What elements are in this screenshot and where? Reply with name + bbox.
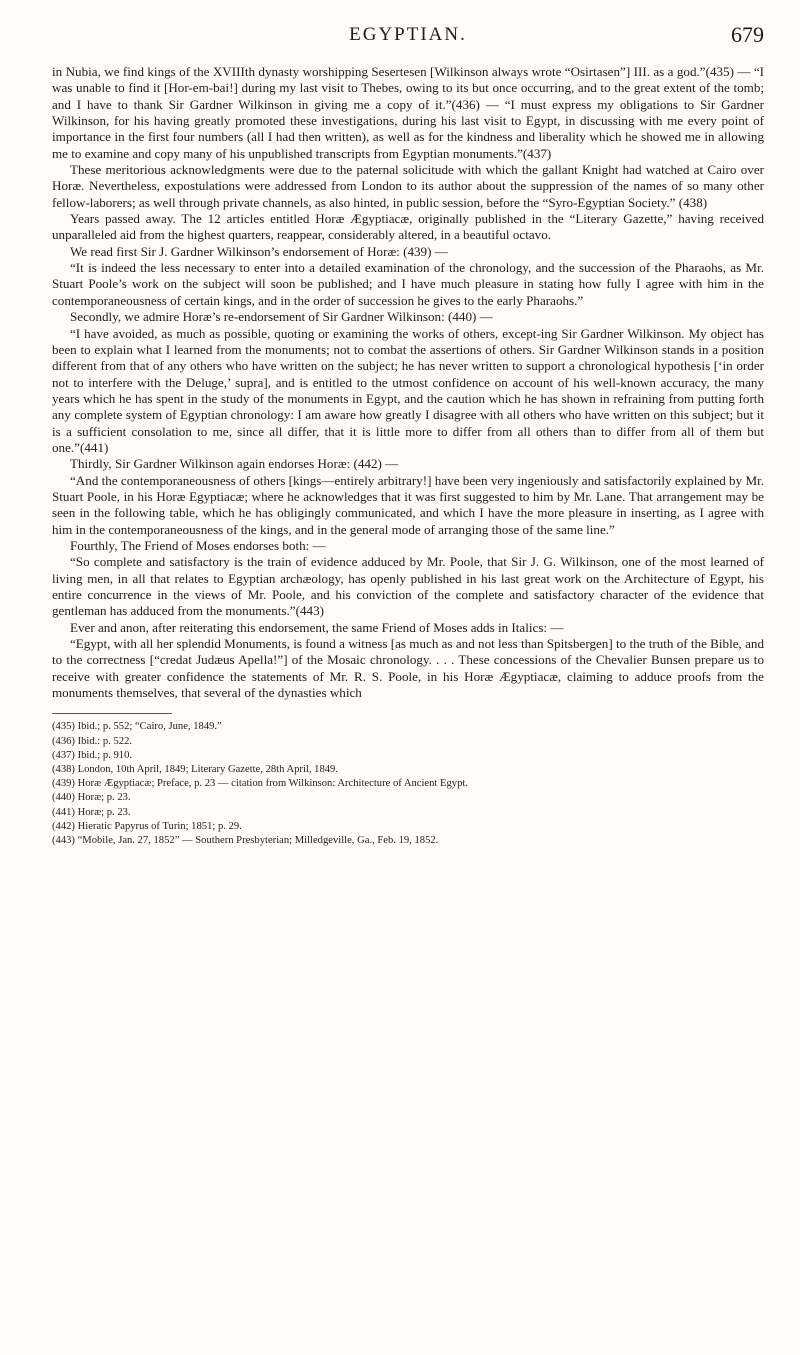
paragraph: Ever and anon, after reiterating this endorsement, the same Friend of Moses adds in Italics: — [70,619,564,635]
footnote: (443) “Mobile, Jan. 27, 1852” — Southern Presbyterian; Milledgeville, Ga., Feb. 19, 1852. [52,835,439,847]
paragraph: We read first Sir J. Gardner Wilkinson’s endorsement of Horæ: (439) — [70,243,448,259]
paragraph: Fourthly, The Friend of Moses endorses both: — [70,537,326,553]
footnote: (441) Horæ; p. 23. [52,806,131,818]
paragraph: Years passed away. The 12 articles entitled Horæ Ægyptiacæ, originally published in the “Literary Gazette,” having received unparalleled aid from the highest quarters, reappear, considerably altered, in a beautiful octavo. [52,211,764,243]
footnote: (436) Ibid.: p. 522. [52,735,133,747]
block-quote: “I have avoided, as much as possible, quoting or examining the works of others, except-ing Sir Gardner Wilkinson. My object has been to explain what I learned from the monuments; not to combat the assertions of others. Sir Gardner Wilkinson stands in a position different from that of any others who have written on the subject; he has never written to support a chronological hypothesis [‘in order not to interfere with the Deluge,’ supra], and is entitled to the utmost confidence on account of his well-known accuracy, the many years which he has spent in the study of the monuments in Egypt, and the caution which he has shown in refraining from putting forth any complete system of Egyptian chronology: I am aware how greatly I disagree with all others who have written on this subject; but it is a sufficient consolation to me, since all differ, that it is little more to differ from all others than to differ from all of them but one.”(441) [52,325,764,455]
block-quote: “So complete and satisfactory is the train of evidence adduced by Mr. Poole, that Sir J. G. Wilkinson, one of the most learned of living men, in all that relates to Egyptian archæology, has openly published in his last great work on the Architecture of Egypt, his entire concurrence in the views of Mr. Poole, and his conviction of the complete and satisfactory character of the evidence that gentleman has adduced from the monuments.”(443) [52,554,764,619]
paragraph: Thirdly, Sir Gardner Wilkinson again endorses Horæ: (442) — [70,456,399,472]
footnote: (437) Ibid.; p. 910. [52,749,133,761]
page-number: 679 [731,22,764,47]
block-quote: “And the contemporaneousness of others [kings—entirely arbitrary!] have been very ingeniously and satisfactorily explained by Mr. Stuart Poole, in his Horæ Egyptiacæ; where he acknowledges that it was first suggested to him by Mr. Lane. That arrangement may be seen in the following table, which he has obligingly communicated, and which I have the more pleasure in inserting, as I agree with him in the contemporaneousness of the kings, and in the general mode of arranging those of the same line.” [52,472,764,537]
running-title: EGYPTIAN. [349,24,467,45]
footnote: (442) Hieratic Papyrus of Turin; 1851; p. 29. [52,820,242,832]
page-header [52,22,764,52]
footnote-divider [52,713,172,714]
footnote: (435) Ibid.; p. 552; “Cairo, June, 1849.” [52,721,222,733]
paragraph: Secondly, we admire Horæ’s re-endorsement of Sir Gardner Wilkinson: (440) — [70,309,493,325]
block-quote: “Egypt, with all her splendid Monuments, is found a witness [as much as and not less than Spitsbergen] to the truth of the Bible, and to the correctness [“credat Judæus Apella!”] of the Mosaic chronology. . . . These concessions of the Chevalier Bunsen prepare us to receive with greater confidence the statements of Mr. R. S. Poole, in his Horæ Ægyptiacæ, claiming to adduce proofs from the monuments themselves, that several of the dynasties which [52,636,764,701]
footnote: (438) London, 10th April, 1849; Literary Gazette, 28th April, 1849. [52,764,338,776]
footnote: (440) Horæ; p. 23. [52,792,131,804]
book-page [52,22,764,848]
paragraph: These meritorious acknowledgments were due to the paternal solicitude with which the gallant Knight had watched at Cairo over Horæ. Nevertheless, expostulations were addressed from London to its author about the suppression of the names of so many other fellow-laborers; as well through private channels, as also hinted, in public session, before the “Syro-Egyptian Society.” (438) [52,162,764,210]
footnote: (439) Horæ Ægyptiacæ; Preface, p. 23 — citation from Wilkinson: Architecture of Ancient Egypt. [52,778,468,790]
block-quote: “It is indeed the less necessary to enter into a detailed examination of the chronology, and the succession of the Pharaohs, as Mr. Stuart Poole’s work on the subject will soon be published; and I have much pleasure in stating how fully I agree with him in the contemporaneousness of certain kings, and in the order of succession he gives to the early Pharaohs.” [52,260,764,308]
paragraph: in Nubia, we find kings of the XVIIIth dynasty worshipping Sesertesen [Wilkinson always wrote “Osirtasen”] III. as a god.”(435) — “I was unable to find it [Hor-em-bai!] during my last visit to Thebes, owing to its but once occurring, and to the great extent of the tomb; and I have to thank Sir Gardner Wilkinson in giving me a copy of it.”(436) — “I must express my obligations to Sir Gardner Wilkinson, for his having greatly promoted these investigations, during his last visit to Egypt, in discussing with me every point of importance in the first four numbers (all I had then written), as well as for the kindness and liberality which he showed me in allowing me to examine and copy many of his unpublished transcripts from Egyptian monuments.”(437) [52,64,764,161]
body-text [52,64,764,701]
footnotes [52,720,764,848]
